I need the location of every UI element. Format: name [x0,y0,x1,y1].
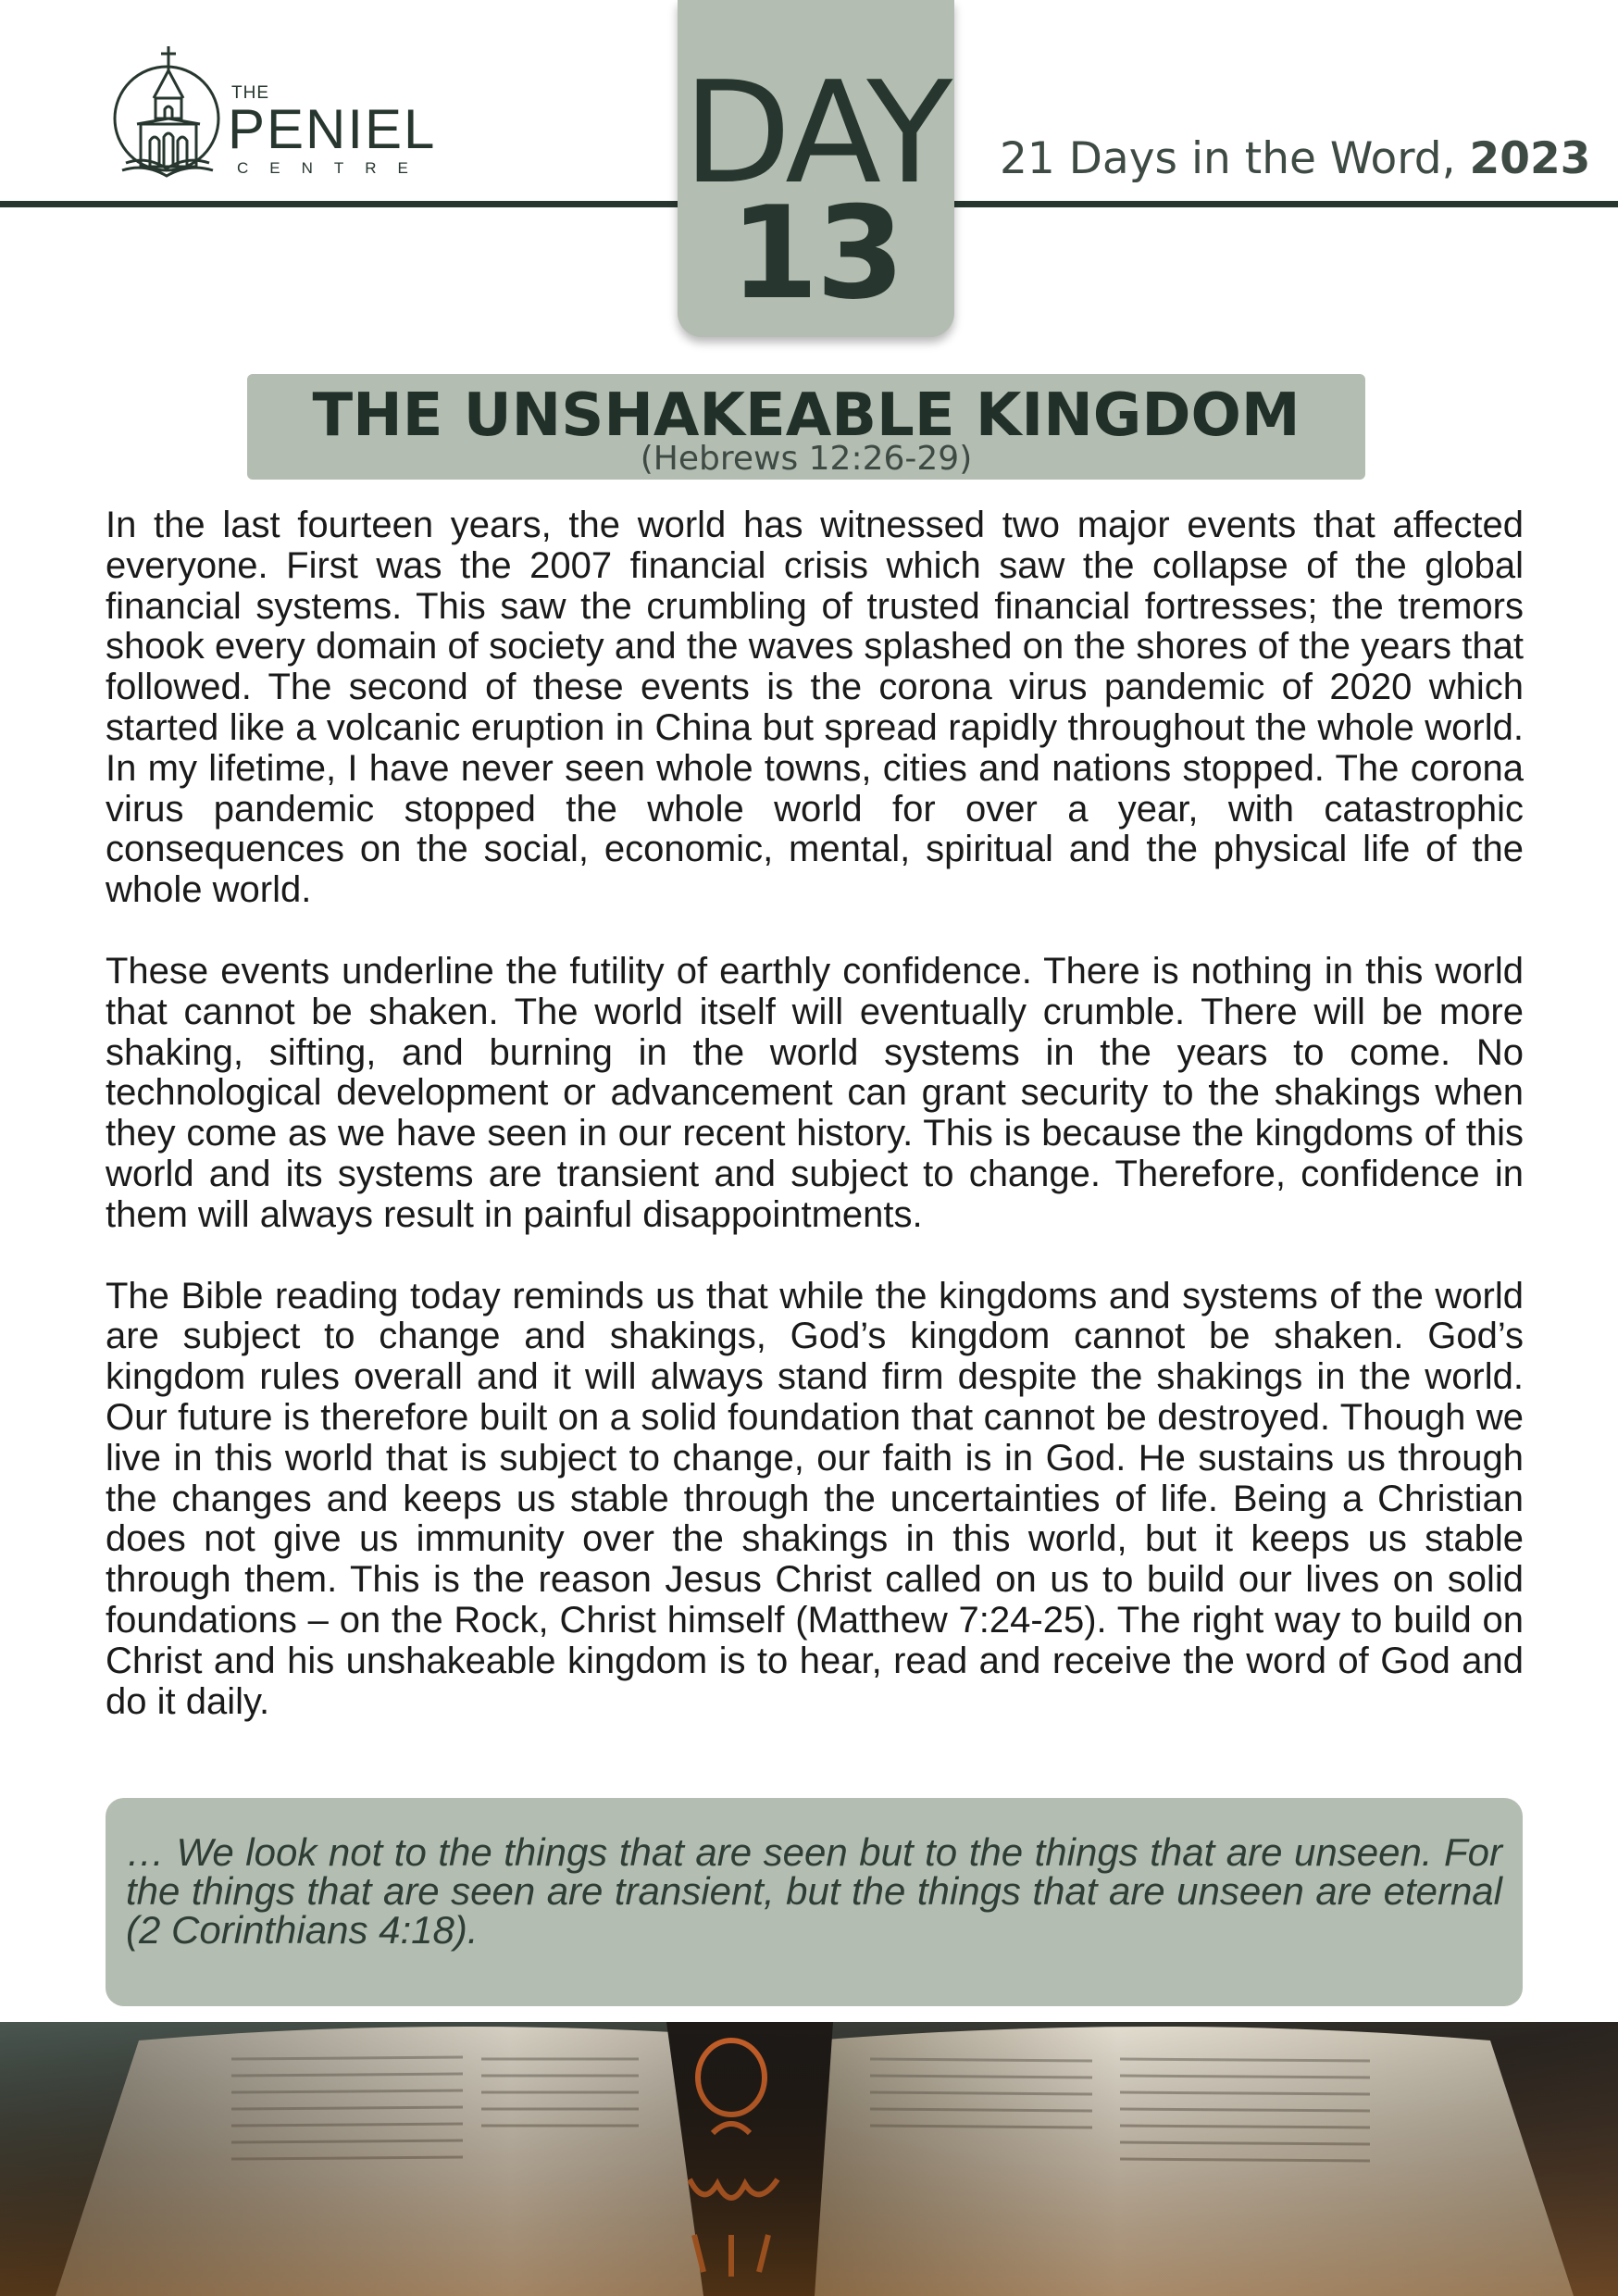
open-bible-photo [0,2022,1618,2296]
quote-text: … We look not to the things that are seen but to the things that are unseen. For the things that are seen are transient, but the things that are unseen are eternal (2 Corinthians 4:18). [126,1830,1502,1952]
day-label: DAY [682,51,950,215]
scripture-reference: (Hebrews 12:26-29) [640,440,973,478]
page-title: THE UNSHAKEABLE KINGDOM [312,381,1301,450]
series-prefix: 21 Days in the Word, [1000,133,1456,184]
logo-centre-text: CENTRE [237,159,429,177]
paragraph: In the last fourteen years, the world has witnessed two major events that affected everyone. First was the 2007 financial crisis which saw the collapse of the global financial systems. This saw the crumbling of trusted financial fortresses; the tremors shook every domain of society and the waves splashed on the shores of the years that followed. The second of these events is the corona virus pandemic of 2020 which started like a volcanic eruption in China but spread rapidly throughout the whole world. In my lifetime, I have never seen whole towns, cities and nations stopped. The corona virus pandemic stopped the whole world for over a year, with catastrophic consequences on the social, economic, mental, spiritual and the physical life of the whole world. [106,505,1524,911]
devotional-body [106,505,1524,1763]
church-logo-icon [109,44,230,193]
series-title [1000,133,1590,184]
logo-name-text: PENIEL [228,98,437,160]
peniel-centre-logo [109,44,461,193]
quote-box [106,1798,1523,2006]
day-tab [678,0,954,337]
series-year: 2023 [1469,133,1591,184]
open-bible-image [0,2022,1618,2296]
logo-the-text: THE [231,83,269,103]
title-bar [247,374,1365,480]
paragraph: These events underline the futility of earthly confidence. There is nothing in this world that cannot be shaken. The world itself will eventually crumble. There will be more shaking, sifting, and burning in the world systems in the years to come. No technological development or advancement can grant security to the shakings when they come as we have seen in our recent history. This is because the kingdoms of this world and its systems are transient and subject to change. Therefore, confidence in them will always result in painful disappointments. [106,950,1524,1235]
day-number: 13 [729,179,902,328]
paragraph: The Bible reading today reminds us that while the kingdoms and systems of the world are subject to change and shakings, God’s kingdom cannot be shaken. God’s kingdom rules overall and it will always stand firm despite the shakings in the world. Our future is therefore built on a solid foundation that cannot be destroyed. Though we live in this world that is subject to change, our faith is in God. He sustains us through the changes and keeps us stable through the uncertainties of life. Being a Christian does not give us immunity over the shakings in this world, but it keeps us stable through them. This is the reason Jesus Christ called on us to build our lives on solid foundations – on the Rock, Christ himself (Matthew 7:24-25). The right way to build on Christ and his unshakeable kingdom is to hear, read and receive the word of God and do it daily. [106,1275,1524,1722]
